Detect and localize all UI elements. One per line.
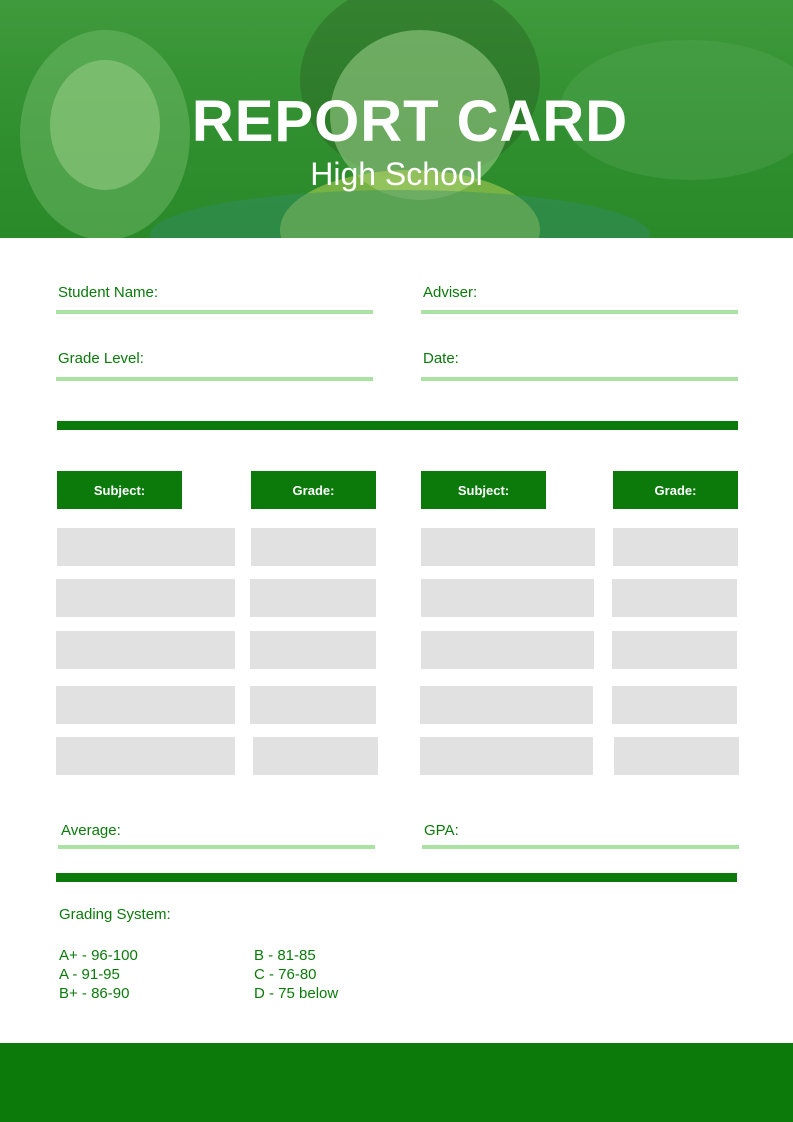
subject-cell[interactable] <box>57 528 235 566</box>
grade-range: C - 76-80 <box>254 966 317 983</box>
subject-cell[interactable] <box>421 579 594 617</box>
grade-range: A - 91-95 <box>59 966 120 983</box>
grade-range: B - 81-85 <box>254 947 316 964</box>
date-line[interactable] <box>421 377 738 381</box>
grade-cell[interactable] <box>250 686 376 724</box>
grade-range: D - 75 below <box>254 985 339 1002</box>
footer-band <box>0 1043 793 1122</box>
subject-cell[interactable] <box>56 579 235 617</box>
grade-level-label: Grade Level: <box>58 350 144 367</box>
top-divider <box>57 421 738 430</box>
grade-cell[interactable] <box>613 528 738 566</box>
grade-level-line[interactable] <box>56 377 373 381</box>
gpa-line[interactable] <box>422 845 739 849</box>
subject-cell[interactable] <box>56 686 235 724</box>
grading-system-title: Grading System: <box>59 906 171 923</box>
date-label: Date: <box>423 350 459 367</box>
grade-cell[interactable] <box>612 686 737 724</box>
adviser-line[interactable] <box>421 310 738 314</box>
grade-cell[interactable] <box>614 737 739 775</box>
average-label: Average: <box>61 822 121 839</box>
subject-cell[interactable] <box>56 631 235 669</box>
average-line[interactable] <box>58 845 375 849</box>
student-name-label: Student Name: <box>58 284 159 301</box>
grade-cell[interactable] <box>612 631 737 669</box>
grade-header-left: Grade: <box>251 471 376 509</box>
subject-cell[interactable] <box>420 737 593 775</box>
grade-header-right: Grade: <box>613 471 738 509</box>
subject-cell[interactable] <box>420 686 593 724</box>
school-level-subtitle: High School <box>310 156 483 192</box>
gpa-label: GPA: <box>424 822 459 839</box>
grade-cell[interactable] <box>612 579 737 617</box>
grade-range: A+ - 96-100 <box>59 947 138 964</box>
subject-header-right: Subject: <box>421 471 546 509</box>
report-card-title: REPORT CARD <box>191 89 629 154</box>
subject-cell[interactable] <box>421 631 594 669</box>
subject-cell[interactable] <box>56 737 235 775</box>
grading-scale-left <box>59 946 138 1003</box>
student-name-line[interactable] <box>56 310 373 314</box>
grade-cell[interactable] <box>253 737 378 775</box>
bottom-divider <box>56 873 737 882</box>
subject-header-left: Subject: <box>57 471 182 509</box>
grade-cell[interactable] <box>251 528 376 566</box>
adviser-label: Adviser: <box>423 284 478 301</box>
grading-scale-right <box>254 946 338 1003</box>
grade-cell[interactable] <box>250 579 376 617</box>
subject-cell[interactable] <box>421 528 595 566</box>
grade-range: B+ - 86-90 <box>59 985 130 1002</box>
grade-cell[interactable] <box>250 631 376 669</box>
header-banner <box>0 0 793 238</box>
